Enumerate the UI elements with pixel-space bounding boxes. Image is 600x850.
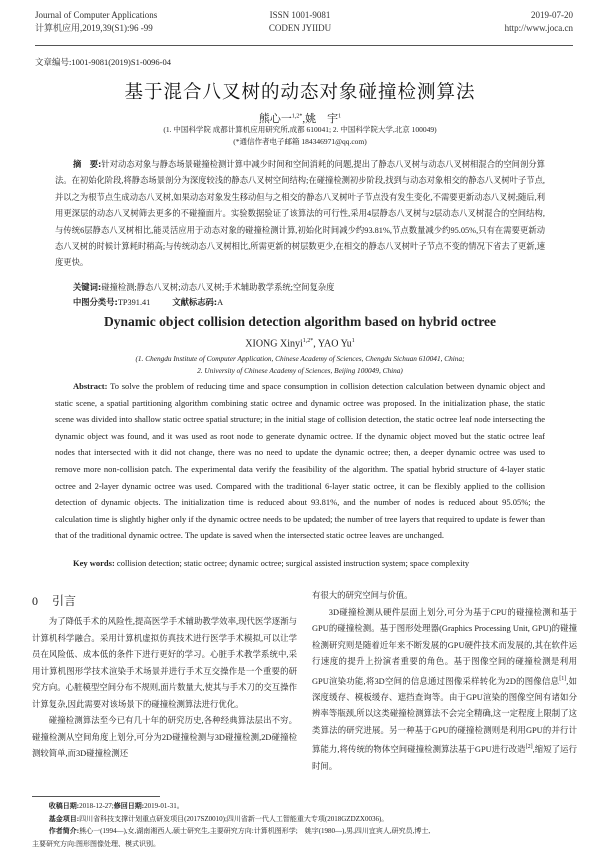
paragraph-text: ,如深度缓存、模板缓存、遮挡查询等。由于GPU渲染的图像空间有诸如分辨率等瓶颈,所以这类碰撞检测算法不会完全精确,这一定程度上限制了这类算法的研究进展。另一种基于GPU的碰撞检测则是利用GPU的并行计算能力,将传统的物体空间碰撞检测算法基于GPU进行改造 xyxy=(312,676,577,755)
right-column xyxy=(312,588,577,775)
clc-code: TP391.41 xyxy=(117,298,151,307)
clc-label: 中图分类号: xyxy=(73,297,118,307)
cn-keywords xyxy=(73,281,334,293)
author-bio xyxy=(32,825,572,838)
bio-label: 作者简介: xyxy=(48,827,80,835)
citation[interactable]: [1] xyxy=(559,675,567,682)
coden: CODEN JYIIDU xyxy=(268,23,332,33)
header-rule xyxy=(35,45,573,46)
author-sup: 1,2* xyxy=(291,113,303,120)
affiliation-line: (1. 中国科学院 成都计算机应用研究所,成都 610041; 2. 中国科学院大学,北京 100049) xyxy=(163,125,437,134)
en-abstract xyxy=(55,378,545,544)
cn-title: 基于混合八叉树的动态对象碰撞检测算法 xyxy=(124,82,476,103)
left-column xyxy=(32,614,297,763)
keywords-text: collision detection; static octree; dynamic octree; surgical assisted instruction system; space complexity xyxy=(116,558,470,568)
received-date: 2018-12-27; xyxy=(79,802,114,810)
citation[interactable]: [2] xyxy=(525,744,533,751)
fund-label: 基金项目: xyxy=(48,814,80,823)
cn-affiliation xyxy=(0,124,600,148)
received-dates xyxy=(32,800,572,813)
article-number: 文章编号:1001-9081(2019)S1-0096-04 xyxy=(35,57,171,67)
author-sep: , xyxy=(313,338,318,350)
fund-info xyxy=(32,813,572,826)
author: XIONG Xinyi xyxy=(245,338,303,350)
doc-code: A xyxy=(217,298,224,307)
paragraph-text: 3D碰撞检测从硬件层面上划分,可分为基于CPU的碰撞检测和基于GPU的碰撞检测。基于图形处理器(Graphics Processing Unit, GPU)的碰撞检测研究则是随着近年来不断发展的GPU硬件技术而发展的,其在软件运行速度的提升上扮演者重要的角色。基于图像空间的碰撞检测是利用GPU渲染功能,将3D空间的信息通过图像采样转化为2D的图像信息 xyxy=(312,607,577,686)
author-sup: 1,2* xyxy=(302,338,314,344)
keywords-label: 关键词: xyxy=(73,282,102,292)
keywords-text: 碰撞检测;静态八叉树;动态八叉树;手术辅助教学系统;空间复杂度 xyxy=(101,283,335,292)
journal-name-cn: 计算机应用,2019,39(S1):96 -99 xyxy=(35,23,153,33)
author: 熊心一 xyxy=(258,113,292,125)
bio-text: 熊心一(1994—),女,湖南湘西人,硕士研究生,主要研究方向:计算机图形学; 姚宇(1980—),男,四川宜宾人,研究员,博士, xyxy=(79,827,431,835)
affiliation-line: (1. Chengdu Institute of Computer Application, Chinese Academy of Sciences, Chengdu Sichuan 610041, China; xyxy=(135,354,465,363)
cn-abstract xyxy=(55,156,545,272)
affiliation-line: 2. University of Chinese Academy of Sciences, Beijing 100049, China) xyxy=(197,366,403,375)
paragraph: 碰撞检测算法至今已有几十年的研究历史,各种经典算法层出不穷。碰撞检测从空间角度上划分,可分为2D碰撞检测与3D碰撞检测,2D碰撞检测较简单,而3D碰撞检测还 xyxy=(32,716,297,758)
fund-text: 四川省科技支撑计划重点研发项目(2017SZ0010);四川省新一代人工智能重大专项(2018GZDZX0036)。 xyxy=(79,814,389,823)
author: 姚 宇 xyxy=(305,113,339,125)
received-label: 收稿日期: xyxy=(48,802,80,810)
abstract-text: 针对动态对象与静态场景碰撞检测计算中减少时间和空间消耗的问题,提出了静态八叉树与动态八叉树相混合的空间剖分算法。在初始化阶段,将静态场景剖分为深度较浅的静态八叉树空间结构;在碰撞检测初步阶段,找到与动态对象相交的静态八叉树叶子节点,并以之为根节点生成动态八叉树,如果动态对象发生移动但与之相交的静态八叉树叶子节点没有发生变化,不需要更新动态八叉树;随后,利用更深层的动态八叉树筛去更多的不碰撞面片。实验数据验证了该算法的可行性,采用4层静态八叉树与2层动态八叉树混合的空间结构,与传统6层静态八叉树相比,能灵活应用于动态对象的碰撞检测计算,初始化时间减少约93.81%,节点数量减少约95.05%,只有在需要更新动态八叉树的时候计算耗时稍高;与传统动态八叉树相比,所需更新的树层数更少,在相交的静态八叉树叶子节点不变的情况下省去了更新,速度更快。 xyxy=(55,160,545,268)
paragraph: 有很大的研究空间与价值。 xyxy=(312,591,413,600)
author-sep: , xyxy=(302,113,306,125)
abstract-text: To solve the problem of reducing time and space consumption in collision detection calculation between dynamic object and static scene, a spatial partitioning algorithm combining static octree and dynamic octree was proposed. In the initialization phase, the static scene was divided into shallow static octree spatial structure; in the initial stage of collision detection, the static octree leaf node intersecting the dynamic object was found, and it was used as root node to generate dynamic octree. If the dynamic object moved but the static octree leaf nodes that intersected with it did not change, there was no need to update the dynamic octree; then, a deeper dynamic octree was used to remove more non-collision patch. The experimental data verify the feasibility of the algorithm. The spatial hybrid structure of 4-layer static octree and 2-layer dynamic octree was used. Compared with the traditional 6-layer static octree, it can be flexibly applied to the collision detection of dynamic objects. The initialization time is reduced about 93.81%, and the number of nodes is reduced about 95.05%; the calculation time is slightly higher only if the dynamic octree needs to be updated; the number of tree layers that required to update is fewer than that of the traditional dynamic octree. The update is saved when the intersected static octree leaves are unchanged. xyxy=(55,381,545,541)
footnote-rule xyxy=(32,796,160,797)
keywords-label: Key words: xyxy=(73,558,115,568)
footnotes xyxy=(32,800,572,850)
section-heading xyxy=(32,592,76,609)
doc-code-label: 文献标志码: xyxy=(172,297,218,307)
en-title: Dynamic object collision detection algorithm based on hybrid octree xyxy=(104,314,496,329)
en-affiliation xyxy=(0,353,600,377)
journal-name-en: Journal of Computer Applications xyxy=(35,10,158,20)
issn: ISSN 1001-9081 xyxy=(269,10,331,20)
publish-date: 2019-07-20 xyxy=(531,10,573,20)
author-bio-cont: 主要研究方向:图形图像处理、模式识别。 xyxy=(32,839,160,848)
abstract-label: 摘 要: xyxy=(73,159,102,169)
paragraph-text: ,缩短了运行时间。 xyxy=(312,745,577,771)
paragraph: 为了降低手术的风险性,提高医学手术辅助教学效率,现代医学逐渐与计算机科学融合。采用计算机虚拟仿真技术进行医学手术模拟,可以让学员在风险低、成本低的条件下进行更好的学习。心脏手术教学系统中,采用计算机图形学技术渲染手术场景并进行手术互交操作是一个重要的研究方向。心脏模型空间分布不规则,面片数量大,使其与手术刀的交互操作计算复杂,因此需要对该场景下的碰撞检测算法进行优化。 xyxy=(32,617,297,709)
section-title: 引言 xyxy=(52,594,77,608)
classification xyxy=(73,296,223,308)
revised-label: 修回日期: xyxy=(113,802,145,810)
section-number: 0 xyxy=(32,594,38,608)
corresponding-email: (*通信作者电子邮箱 184346971@qq.com) xyxy=(233,137,367,146)
paragraph xyxy=(312,605,577,776)
author-sup: 1 xyxy=(351,338,355,344)
date-info xyxy=(505,9,573,35)
en-keywords xyxy=(73,558,469,568)
en-authors xyxy=(0,338,600,349)
author-sup: 1 xyxy=(338,113,342,120)
journal-url[interactable]: http://www.joca.cn xyxy=(504,23,573,33)
author: YAO Yu xyxy=(317,338,352,350)
revised-date: 2019-01-31。 xyxy=(144,802,184,810)
abstract-label: Abstract: xyxy=(73,381,108,391)
